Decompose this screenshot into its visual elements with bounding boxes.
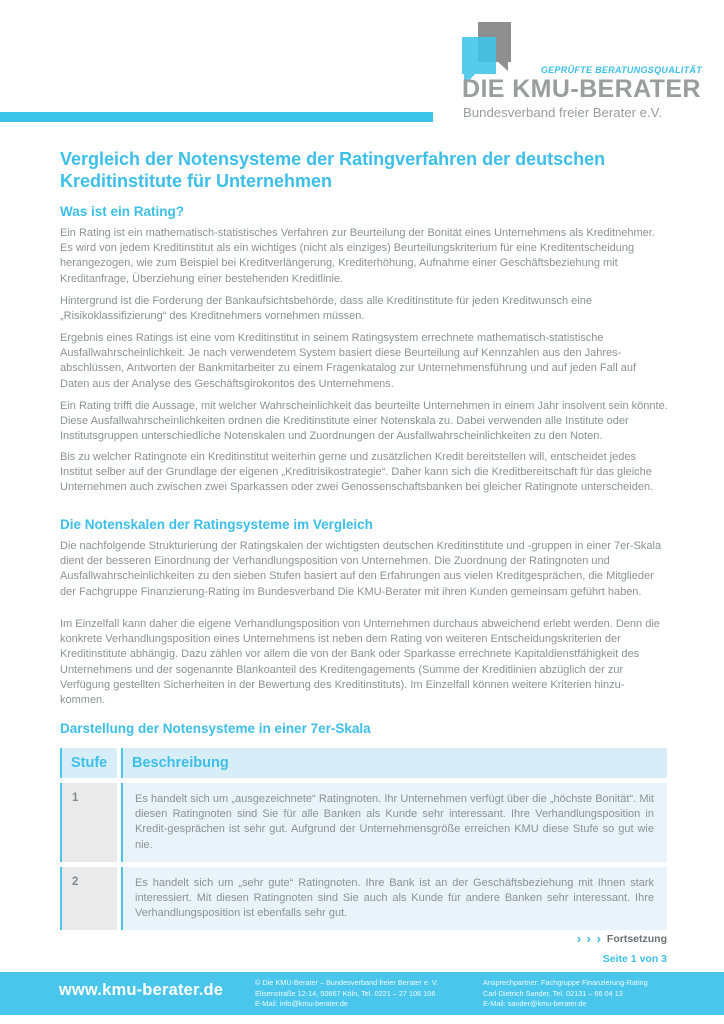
beschreibung-value: Es handelt sich um „sehr gute“ Ratingnoten. Ihre Bank ist an der Geschäftsbeziehung mit Ihnen stark interessiert. Mit diesen Ratingnoten sind Sie auch als Kunde für andere Banken sehr interessant. Ihre Verhandlungsposition ist ebenfalls sehr gut. bbox=[121, 867, 667, 931]
page-title: Vergleich der Notensysteme der Ratingverfahren der deutschen Kreditinstitute für Unternehmen bbox=[60, 149, 606, 191]
beschreibung-value: Es handelt sich um „ausgezeichnete“ Ratingnoten. Ihr Unternehmen verfügt über die „höchste Bonität“. Mit diesen Ratingnoten sind Sie für alle Banken als Kunde sehr interessant. Ihre Verhandlungsposition in Kredit-gesprächen ist sehr gut. Aufgrund der Unternehmensgröße erreichen KMU diese Stufe so gut wie nie. bbox=[121, 783, 667, 862]
org-subtitle: Bundesverband freier Berater e.V. bbox=[463, 105, 662, 120]
continuation-label: Fortsetzung bbox=[606, 933, 667, 945]
footer-contact-line: Carl-Dietrich Sander, Tel. 02131 – 66 04 13 bbox=[483, 988, 623, 998]
section-heading-notenskalen-vergleich: Die Notenskalen der Ratingsysteme im Vergleich bbox=[60, 517, 373, 532]
table-row bbox=[60, 867, 667, 931]
column-header-stufe: Stufe bbox=[60, 748, 117, 778]
kmu-berater-logo bbox=[462, 20, 702, 122]
org-name: DIE KMU-BERATER bbox=[462, 75, 701, 103]
section-heading-darstellung-7er-skala: Darstellung der Notensysteme in einer 7er-Skala bbox=[60, 721, 371, 736]
paragraph: Die nachfolgende Strukturierung der Ratingskalen der wichtigsten deutschen Kreditinstitute und -gruppen in einer 7er-Skala dient der besseren Einordnung der Verhandlungsposition von Unternehmen. Die Zuordnung der Ratingnoten und Ausfallwahrscheinlichkeiten zu den sieben Stufen basiert auf den Erfahrungen aus vielen Kreditgesprächen, die Mitglieder der Fachgruppe Finanzierung-Rating im Bundesverband Die KMU-Berater mit ihren Kunden gemeinsam geführt haben. bbox=[60, 540, 662, 598]
paragraph: Ergebnis eines Ratings ist eine vom Kreditinstitut in seinem Ratingsystem errechnete mathematisch-statistische Ausfallwahrscheinlichkeit. Je nach verwendetem System basiert diese Beurteilung auf Kennzahlen aus den Jahres-abschlüssen, Antworten der Bankmitarbeiter zu einem Fragenkatalog zur Unternehmensführung und auf jeden Fall auf Daten aus der Analyse des Geschäftsgirokontos des Unternehmens. bbox=[60, 332, 637, 390]
footer-org-line: © Die KMU-Berater – Bundesverband freier Berater e. V. bbox=[255, 978, 439, 987]
page-indicator: Seite 1 von 3 bbox=[602, 953, 667, 965]
header-divider-bar bbox=[0, 112, 433, 122]
table-row bbox=[60, 783, 667, 862]
paragraph: Hintergrund ist die Forderung der Bankaufsichtsbehörde, dass alle Kreditinstitute für jeden Kreditwunsch eine „Risikoklassifizierung“ des Kreditnehmers vornehmen müssen. bbox=[60, 295, 592, 323]
quality-label: GEPRÜFTE BERATUNGSQUALITÄT bbox=[540, 65, 702, 75]
footer-contact-line: E-Mail: sander@kmu-berater.de bbox=[483, 999, 587, 1008]
column-header-beschreibung: Beschreibung bbox=[121, 748, 667, 778]
footer-org-address bbox=[255, 978, 477, 1010]
paragraph: Ein Rating ist ein mathematisch-statistisches Verfahren zur Beurteilung der Bonität eines Unternehmens als Kreditnehmer. Es wird von jedem Kreditinstitut als ein wichtiges (nicht als einziges) Beurteilungskriterium für eine Kreditentscheidung herangezogen, wie zum Beispiel bei Kreditverlängerung, Krediterhöhung, Aufnahme einer Geschäftsbeziehung mit Kreditanfrage, Überziehung einer bestehenden Kreditlinie. bbox=[60, 227, 655, 285]
section-heading-was-ist-ein-rating: Was ist ein Rating? bbox=[60, 204, 185, 219]
table-header-row bbox=[60, 748, 667, 778]
rating-scale-table bbox=[60, 748, 667, 935]
stufe-value: 2 bbox=[60, 867, 117, 931]
chevron-right-icon: › › › bbox=[576, 931, 602, 946]
paragraph: Bis zu welcher Ratingnote ein Kreditinstitut weiterhin gerne und zusätzlichen Kredit bereitstellen will, entscheidet jedes Institut selber auf der Grundlage der eigenen „Kreditrisikostrategie“. Daher kann sich die Kreditbereitschaft für das gleiche Unternehmen auch zwischen zwei Sparkassen oder zwei Genossenschaftsbanken bei gleicher Ratingnote unterscheiden. bbox=[60, 451, 654, 494]
continuation-note bbox=[60, 929, 667, 947]
stufe-value: 1 bbox=[60, 783, 117, 862]
paragraph: Ein Rating trifft die Aussage, mit welcher Wahrscheinlichkeit das beurteilte Unternehmen in einem Jahr insolvent sein könnte. Diese Ausfallwahrscheinlichkeiten ordnen die Kreditinstitute einer Notenskala zu. Dabei verwenden alle Institute oder Institutsgruppen unterschiedliche Notenskalen und Zuordnungen der Ausfallwahrscheinlichkeiten zu den Noten. bbox=[60, 400, 668, 443]
footer-contact-line: Ansprechpartner: Fachgruppe Finanzierung-Rating bbox=[483, 978, 648, 987]
website-link[interactable]: www.kmu-berater.de bbox=[58, 981, 224, 999]
footer-contact bbox=[483, 978, 713, 1010]
speech-bubble-cyan-icon bbox=[462, 37, 496, 74]
paragraph: Im Einzelfall kann daher die eigene Verhandlungsposition von Unternehmen durchaus abweichend erlebt werden. Denn die konkrete Verhandlungsposition eines Unternehmens ist neben dem Rating von weiteren Entscheidungskriterien der Kreditinstitute abhängig. Dazu zählen vor allem die von der Bank oder Sparkasse errechnete Kapitaldienstfähigkeit des Unternehmens und der sogenannte Blankoanteil des Kreditengagements (Summe der Kreditlinien abzüglich der zur Verfügung gestellten Sicherheiten in der Bewertung des Kreditinstituts). Im Einzelfall können weitere Kriterien hinzu-kommen. bbox=[60, 618, 660, 707]
footer-bar bbox=[0, 972, 724, 1015]
footer-org-line: Elisenstraße 12-14, 50667 Köln, Tel. 0221 – 27 106 106 bbox=[255, 988, 436, 998]
footer-org-line: E-Mail: info@kmu-berater.de bbox=[255, 999, 348, 1008]
